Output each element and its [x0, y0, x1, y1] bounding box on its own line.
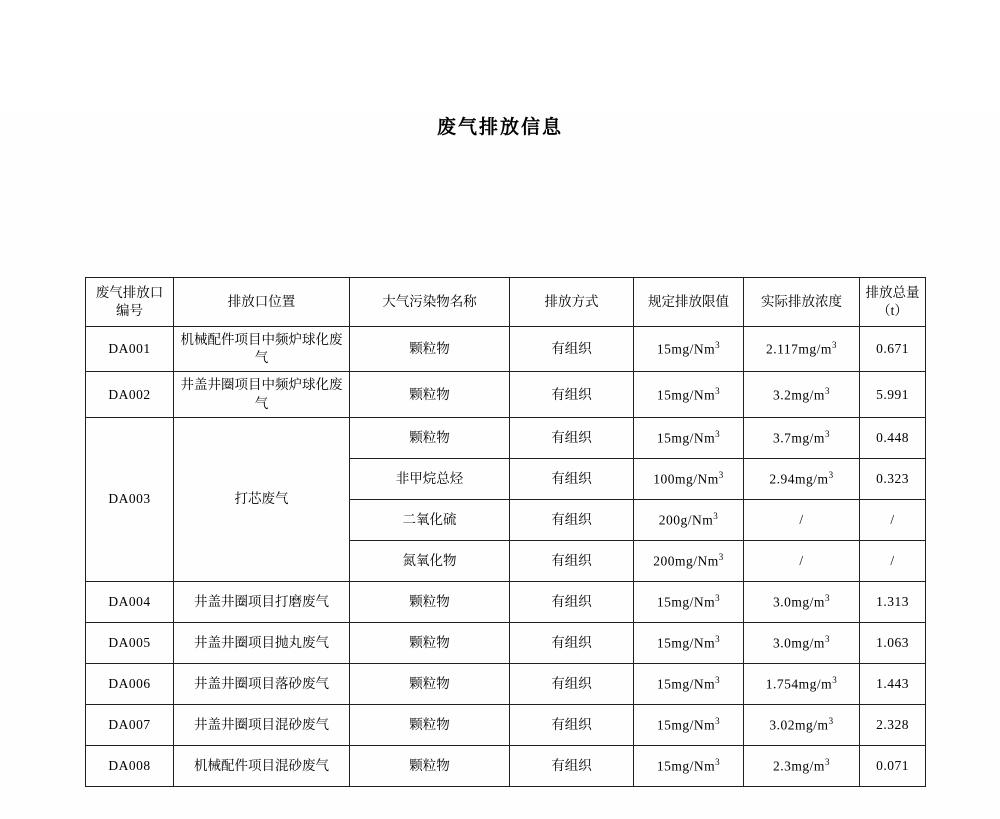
table-row	[86, 663, 926, 704]
cell-actual-value: $3.7mg/m^3$	[744, 417, 860, 458]
table-row	[86, 745, 926, 786]
cell-limit-value: 200g/Nm$^3$	[634, 499, 744, 540]
cell-emission-method: 有组织	[510, 540, 634, 581]
cell-pollutant-name: 颗粒物	[350, 622, 510, 663]
cell-total-emission: 1.443	[860, 663, 926, 704]
cell-emission-location: 打芯废气	[174, 417, 350, 581]
table-row	[86, 372, 926, 417]
emission-table	[85, 277, 926, 787]
column-header-code-line1: 废气排放口	[95, 284, 164, 300]
cell-total-emission: /	[860, 540, 926, 581]
cell-pollutant-name: 颗粒物	[350, 372, 510, 417]
cell-actual-value: $2.94mg/m^3$	[744, 458, 860, 499]
cell-emission-method: 有组织	[510, 581, 634, 622]
cell-actual-value: $2.3mg/m^3$	[744, 745, 860, 786]
cell-actual-value: $1.754mg/m^3$	[744, 663, 860, 704]
emission-table-container	[85, 277, 925, 787]
cell-emission-code: DA008	[86, 745, 174, 786]
cell-pollutant-name: 颗粒物	[350, 704, 510, 745]
cell-actual-value: $3.0mg/m^3$	[744, 622, 860, 663]
cell-emission-method: 有组织	[510, 417, 634, 458]
column-header-actual: 实际排放浓度	[744, 278, 860, 327]
table-row	[86, 704, 926, 745]
cell-emission-method: 有组织	[510, 458, 634, 499]
column-header-pollutant: 大气污染物名称	[350, 278, 510, 327]
cell-emission-location: 机械配件项目中频炉球化废气	[174, 327, 350, 372]
cell-emission-location: 井盖井圈项目中频炉球化废气	[174, 372, 350, 417]
cell-total-emission: 0.071	[860, 745, 926, 786]
cell-limit-value: 15mg/Nm$^3$	[634, 704, 744, 745]
cell-emission-code: DA006	[86, 663, 174, 704]
cell-emission-code: DA004	[86, 581, 174, 622]
cell-pollutant-name: 颗粒物	[350, 745, 510, 786]
cell-limit-value: 15mg/Nm$^3$	[634, 622, 744, 663]
table-body	[86, 327, 926, 787]
column-header-code-line2: 编号	[116, 303, 143, 318]
cell-total-emission: 5.991	[860, 372, 926, 417]
cell-emission-code: DA003	[86, 417, 174, 581]
cell-limit-value: 15mg/Nm$^3$	[634, 372, 744, 417]
table-row	[86, 327, 926, 372]
cell-pollutant-name: 颗粒物	[350, 327, 510, 372]
column-header-total-line2: （t）	[877, 303, 908, 318]
column-header-location: 排放口位置	[174, 278, 350, 327]
cell-emission-location: 井盖井圈项目落砂废气	[174, 663, 350, 704]
cell-actual-value: $3.02mg/m^3$	[744, 704, 860, 745]
cell-total-emission: 0.323	[860, 458, 926, 499]
cell-emission-code: DA007	[86, 704, 174, 745]
cell-emission-location: 机械配件项目混砂废气	[174, 745, 350, 786]
cell-emission-method: 有组织	[510, 622, 634, 663]
page-title: 废气排放信息	[436, 117, 563, 138]
cell-limit-value: 15mg/Nm$^3$	[634, 417, 744, 458]
cell-actual-value: /	[744, 499, 860, 540]
cell-emission-location: 井盖井圈项目混砂废气	[174, 704, 350, 745]
cell-limit-value: 100mg/Nm$^3$	[634, 458, 744, 499]
cell-pollutant-name: 非甲烷总烃	[350, 458, 510, 499]
cell-actual-value: /	[744, 540, 860, 581]
cell-limit-value: 15mg/Nm$^3$	[634, 327, 744, 372]
cell-pollutant-name: 氮氧化物	[350, 540, 510, 581]
cell-pollutant-name: 颗粒物	[350, 581, 510, 622]
cell-total-emission: 1.313	[860, 581, 926, 622]
table-row	[86, 417, 926, 458]
cell-emission-method: 有组织	[510, 745, 634, 786]
cell-emission-code: DA001	[86, 327, 174, 372]
document-page	[0, 112, 1000, 819]
cell-actual-value: $2.117mg/m^3$	[744, 327, 860, 372]
column-header-code	[86, 278, 174, 327]
cell-limit-value: 15mg/Nm$^3$	[634, 581, 744, 622]
cell-total-emission: 0.448	[860, 417, 926, 458]
cell-limit-value: 200mg/Nm$^3$	[634, 540, 744, 581]
cell-pollutant-name: 颗粒物	[350, 663, 510, 704]
column-header-total	[860, 278, 926, 327]
cell-emission-method: 有组织	[510, 499, 634, 540]
cell-limit-value: 15mg/Nm$^3$	[634, 745, 744, 786]
cell-actual-value: $3.0mg/m^3$	[744, 581, 860, 622]
cell-emission-location: 井盖井圈项目抛丸废气	[174, 622, 350, 663]
cell-emission-code: DA002	[86, 372, 174, 417]
cell-emission-method: 有组织	[510, 327, 634, 372]
table-row	[86, 581, 926, 622]
cell-emission-location: 井盖井圈项目打磨废气	[174, 581, 350, 622]
cell-emission-method: 有组织	[510, 704, 634, 745]
cell-emission-method: 有组织	[510, 663, 634, 704]
table-header-row	[86, 278, 926, 327]
table-header	[86, 278, 926, 327]
column-header-method: 排放方式	[510, 278, 634, 327]
cell-total-emission: 0.671	[860, 327, 926, 372]
cell-pollutant-name: 颗粒物	[350, 417, 510, 458]
table-row	[86, 622, 926, 663]
cell-total-emission: /	[860, 499, 926, 540]
cell-emission-code: DA005	[86, 622, 174, 663]
column-header-total-line1: 排放总量	[865, 284, 920, 300]
cell-emission-method: 有组织	[510, 372, 634, 417]
cell-actual-value: $3.2mg/m^3$	[744, 372, 860, 417]
cell-limit-value: 15mg/Nm$^3$	[634, 663, 744, 704]
column-header-limit: 规定排放限值	[634, 278, 744, 327]
cell-pollutant-name: 二氧化硫	[350, 499, 510, 540]
cell-total-emission: 1.063	[860, 622, 926, 663]
cell-total-emission: 2.328	[860, 704, 926, 745]
